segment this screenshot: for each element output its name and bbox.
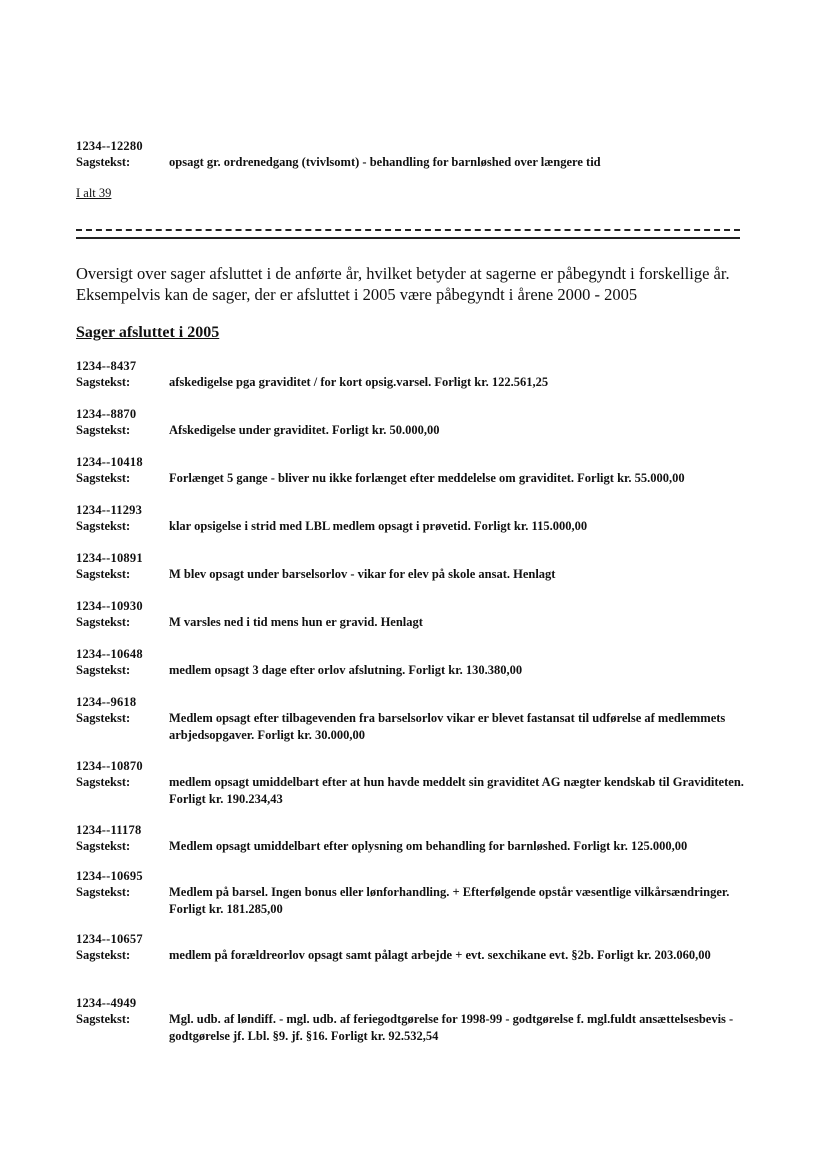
section-title: Sager afsluttet i 2005	[76, 324, 220, 341]
case-text: medlem opsagt 3 dage efter orlov afslutning. Forligt kr. 130.380,00	[169, 663, 523, 677]
case-id: 1234--4949	[76, 996, 137, 1010]
case-label: Sagstekst:	[76, 775, 131, 789]
case-entry	[76, 598, 756, 631]
case-text: Afskedigelse under graviditet. Forligt kr. 50.000,00	[169, 423, 440, 437]
case-label: Sagstekst:	[76, 885, 131, 899]
divider-dashed	[76, 229, 740, 231]
case-entry	[76, 931, 756, 964]
case-id: 1234--8870	[76, 407, 137, 421]
case-id: 1234--12280	[76, 139, 143, 153]
case-label: Sagstekst:	[76, 519, 131, 533]
case-id: 1234--8437	[76, 359, 137, 373]
case-text: medlem opsagt umiddelbart efter at hun havde meddelt sin graviditet AG nægter kendskab til Graviditeten. Forligt kr. 190.234,43	[169, 775, 744, 806]
case-id: 1234--10657	[76, 932, 143, 946]
case-id: 1234--10648	[76, 647, 143, 661]
case-entry	[76, 406, 756, 439]
case-id: 1234--10418	[76, 455, 143, 469]
case-label: Sagstekst:	[76, 567, 131, 581]
case-entry	[76, 822, 756, 855]
case-id: 1234--11293	[76, 503, 143, 517]
case-text: Mgl. udb. af løndiff. - mgl. udb. af feriegodtgørelse for 1998-99 - godtgørelse f. mgl.fuldt ansættelsesbevis - godtgørelse jf. Lbl. §9. jf. §16. Forligt kr. 92.532,54	[169, 1012, 734, 1043]
case-id: 1234--9618	[76, 695, 137, 709]
case-id: 1234--10891	[76, 551, 143, 565]
case-entry	[76, 694, 756, 744]
case-label: Sagstekst:	[76, 948, 131, 962]
case-entry	[76, 502, 756, 535]
case-text: afskedigelse pga graviditet / for kort opsig.varsel. Forligt kr. 122.561,25	[169, 375, 549, 389]
case-label: Sagstekst:	[76, 1012, 131, 1026]
case-text: M varsles ned i tid mens hun er gravid. Henlagt	[169, 615, 423, 629]
case-text: klar opsigelse i strid med LBL medlem opsagt i prøvetid. Forligt kr. 115.000,00	[169, 519, 588, 533]
case-entry	[76, 358, 756, 391]
case-id: 1234--10870	[76, 759, 143, 773]
case-entry	[76, 995, 756, 1045]
case-text: opsagt gr. ordrenedgang (tvivlsomt) - behandling for barnløshed over længere tid	[169, 155, 601, 169]
case-label: Sagstekst:	[76, 839, 131, 853]
case-label: Sagstekst:	[76, 375, 131, 389]
case-entry	[76, 868, 756, 918]
case-label: Sagstekst:	[76, 471, 131, 485]
case-entry	[76, 646, 756, 679]
case-entry	[76, 758, 756, 808]
case-label: Sagstekst:	[76, 711, 131, 725]
case-text: Forlænget 5 gange - bliver nu ikke forlænget efter meddelelse om graviditet. Forligt kr. 55.000,00	[169, 471, 685, 485]
case-id: 1234--11178	[76, 823, 142, 837]
case-label: Sagstekst:	[76, 155, 131, 169]
case-text: Medlem på barsel. Ingen bonus eller lønforhandling. + Efterfølgende opstår væsentlige vilkårsændringer. Forligt kr. 181.285,00	[169, 885, 730, 916]
case-id: 1234--10695	[76, 869, 143, 883]
case-label: Sagstekst:	[76, 423, 131, 437]
case-entry	[76, 138, 756, 171]
case-id: 1234--10930	[76, 599, 143, 613]
case-label: Sagstekst:	[76, 663, 131, 677]
divider-solid	[76, 237, 740, 239]
case-text: Medlem opsagt efter tilbagevenden fra barselsorlov vikar er blevet fastansat til udførelse af medlemmets arbjedsopgaver. Forligt kr. 30.000,00	[169, 711, 726, 742]
case-label: Sagstekst:	[76, 615, 131, 629]
case-entry	[76, 550, 756, 583]
intro-paragraph: Oversigt over sager afsluttet i de anførte år, hvilket betyder at sagerne er påbegyndt i forskellige år. Eksempelvis kan de sager, der er afsluttet i 2005 være påbegyndt i årene 2000 - 2005	[76, 264, 730, 304]
case-text: Medlem opsagt umiddelbart efter oplysning om behandling for barnløshed. Forligt kr. 125.000,00	[169, 839, 688, 853]
total-count: I alt 39	[76, 186, 112, 200]
case-entry	[76, 454, 756, 487]
case-text: M blev opsagt under barselsorlov - vikar for elev på skole ansat. Henlagt	[169, 567, 556, 581]
case-text: medlem på forældreorlov opsagt samt pålagt arbejde + evt. sexchikane evt. §2b. Forligt kr. 203.060,00	[169, 948, 711, 962]
